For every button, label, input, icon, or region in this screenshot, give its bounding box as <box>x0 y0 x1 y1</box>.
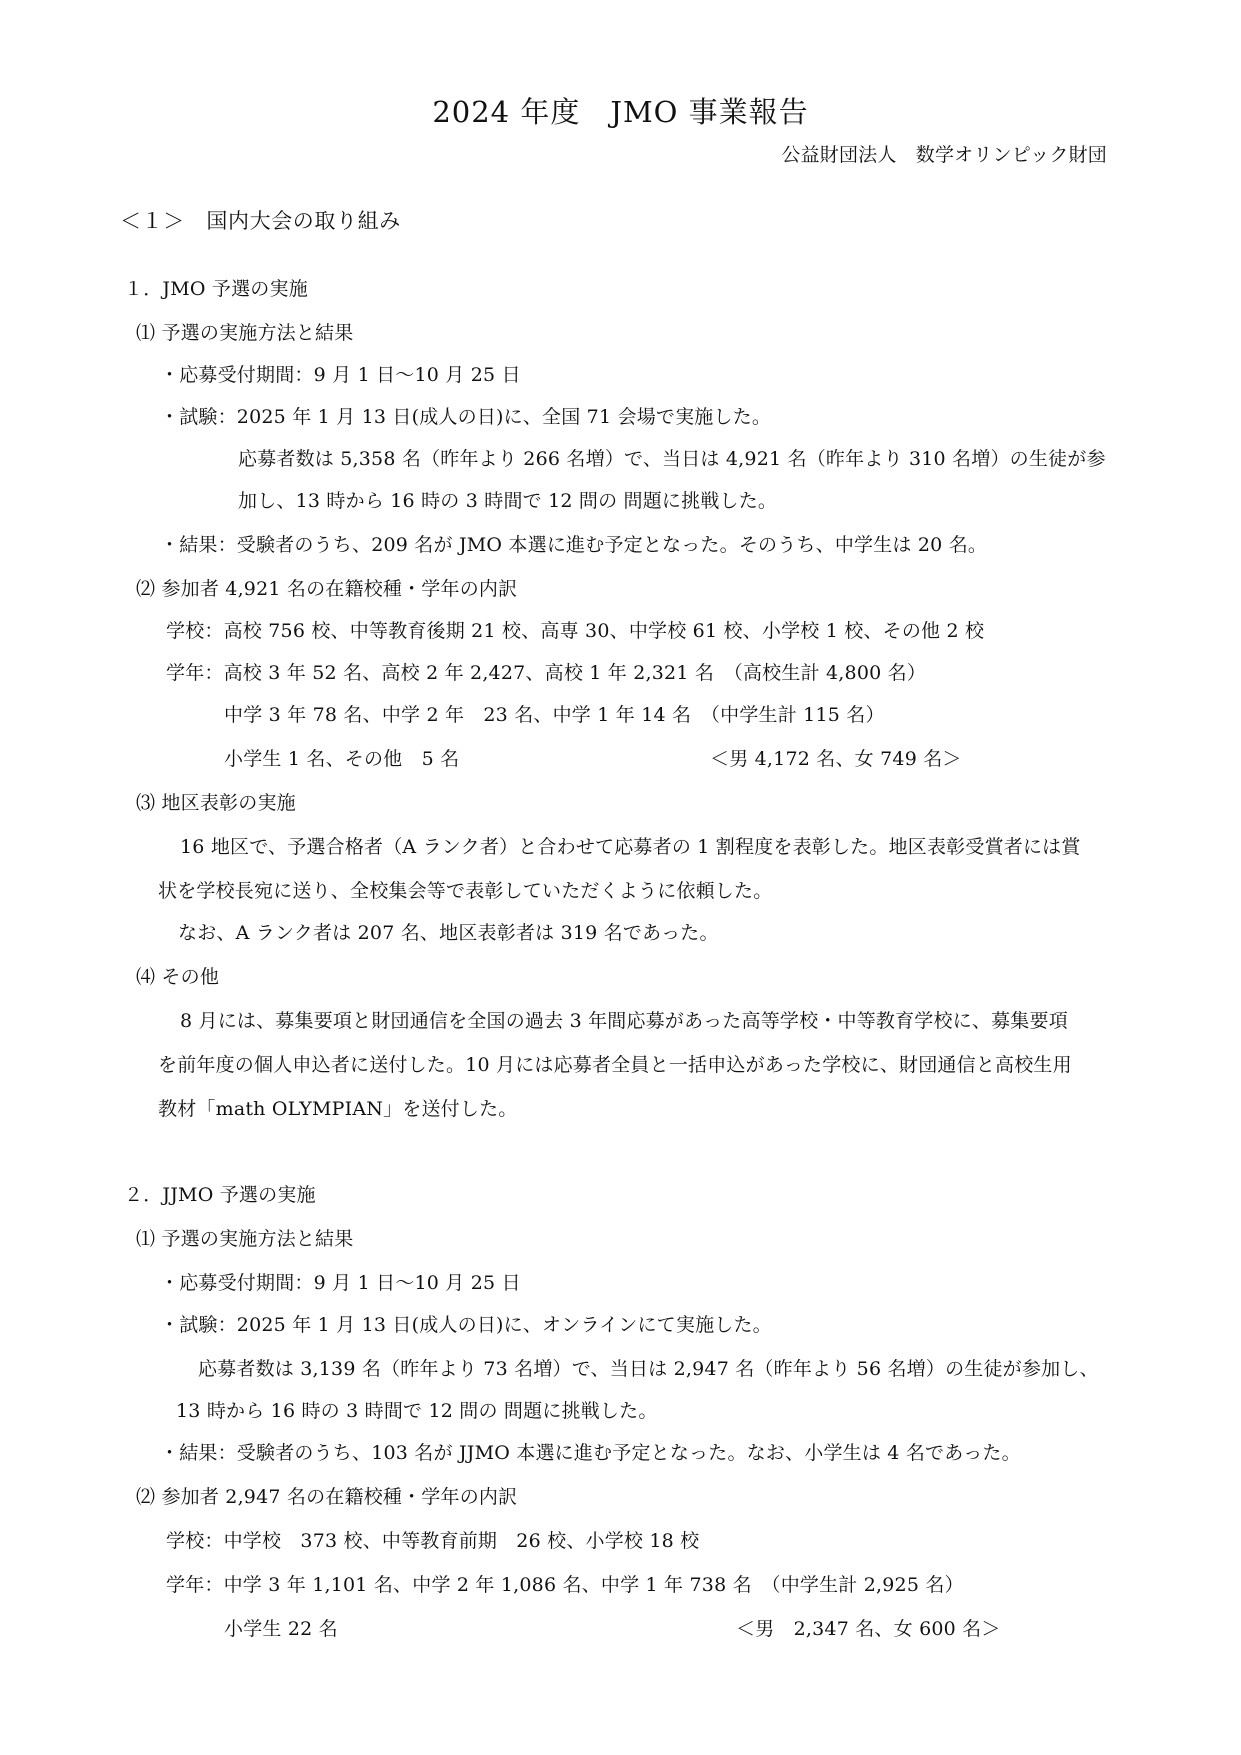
part1-other-paragraph: を前年度の個人申込者に送付した。10 月には応募者全員と一括申込があった学校に、財団通信と高校生用 <box>158 1054 1072 1076</box>
part2-exam-detail: 13 時から 16 時の 3 時間で 12 問の 問題に挑戦した。 <box>176 1400 658 1422</box>
part1-exam-detail: 加し、13 時から 16 時の 3 時間で 12 問の 問題に挑戦した。 <box>238 490 778 512</box>
part2-heading: ２．JJMO 予選の実施 <box>124 1184 316 1206</box>
part2-application-period: ・応募受付期間：9 月 1 日〜10 月 25 日 <box>160 1272 521 1294</box>
part2-exam-detail: 応募者数は 3,139 名（昨年より 73 名増）で、当日は 2,947 名（昨年より 56 名増）の生徒が参加し、 <box>198 1358 1099 1380</box>
part1-award-paragraph: 状を学校長宛に送り、全校集会等で表彰していただくように依頼した。 <box>158 880 773 902</box>
part1-grades: 学年：高校 3 年 52 名、高校 2 年 2,427、高校 1 年 2,321 名 （高校生計 4,800 名） <box>166 662 927 684</box>
part2-sub1-heading: ⑴ 予選の実施方法と結果 <box>136 1228 354 1250</box>
part1-grades: 小学生 1 名、その他 5 名 <box>224 748 460 770</box>
part1-award-note: なお、A ランク者は 207 名、地区表彰者は 319 名であった。 <box>178 922 719 944</box>
part1-gender-breakdown: ＜男 4,172 名、女 749 名＞ <box>710 748 962 770</box>
part1-result: ・結果：受験者のうち、209 名が JMO 本選に進む予定となった。そのうち、中学生は 20 名。 <box>160 534 988 556</box>
part1-schools: 学校：高校 756 校、中等教育後期 21 校、高専 30、中学校 61 校、小学校 1 校、その他 2 校 <box>166 620 985 642</box>
part2-gender-breakdown: ＜男 2,347 名、女 600 名＞ <box>736 1618 1001 1640</box>
part2-exam: ・試験：2025 年 1 月 13 日(成人の日)に、オンラインにて実施した。 <box>160 1314 772 1336</box>
part1-heading: １．JMO 予選の実施 <box>124 278 308 300</box>
part1-application-period: ・応募受付期間：9 月 1 日〜10 月 25 日 <box>160 364 521 386</box>
part1-exam-detail: 応募者数は 5,358 名（昨年より 266 名増）で、当日は 4,921 名（昨年より 310 名増）の生徒が参 <box>238 448 1106 470</box>
part2-grades: 小学生 22 名 <box>224 1618 338 1640</box>
part1-exam: ・試験：2025 年 1 月 13 日(成人の日)に、全国 71 会場で実施した。 <box>160 406 772 428</box>
part1-sub1-heading: ⑴ 予選の実施方法と結果 <box>136 322 354 344</box>
document-title: 2024 年度 JMO 事業報告 <box>432 95 809 129</box>
part1-grades: 中学 3 年 78 名、中学 2 年 23 名、中学 1 年 14 名 （中学生計 115 名） <box>224 704 885 726</box>
section-heading: ＜１＞ 国内大会の取り組み <box>120 209 401 233</box>
part1-sub3-heading: ⑶ 地区表彰の実施 <box>136 792 296 814</box>
part1-award-paragraph: 16 地区で、予選合格者（A ランク者）と合わせて応募者の 1 割程度を表彰した。地区表彰受賞者には賞 <box>180 836 1081 858</box>
part1-sub2-heading: ⑵ 参加者 4,921 名の在籍校種・学年の内訳 <box>136 578 518 600</box>
part2-schools: 学校：中学校 373 校、中等教育前期 26 校、小学校 18 校 <box>166 1530 700 1552</box>
part1-other-paragraph: 教材「math OLYMPIAN」を送付した。 <box>158 1098 518 1120</box>
part2-result: ・結果：受験者のうち、103 名が JJMO 本選に進む予定となった。なお、小学生は 4 名であった。 <box>160 1442 1021 1464</box>
part2-sub2-heading: ⑵ 参加者 2,947 名の在籍校種・学年の内訳 <box>136 1486 518 1508</box>
part1-sub4-heading: ⑷ その他 <box>136 966 220 988</box>
part2-grades: 学年：中学 3 年 1,101 名、中学 2 年 1,086 名、中学 1 年 738 名 （中学生計 2,925 名） <box>166 1574 964 1596</box>
part1-other-paragraph: 8 月には、募集要項と財団通信を全国の過去 3 年間応募があった高等学校・中等教育学校に、募集要項 <box>180 1010 1068 1032</box>
organization-name: 公益財団法人 数学オリンピック財団 <box>781 144 1107 166</box>
